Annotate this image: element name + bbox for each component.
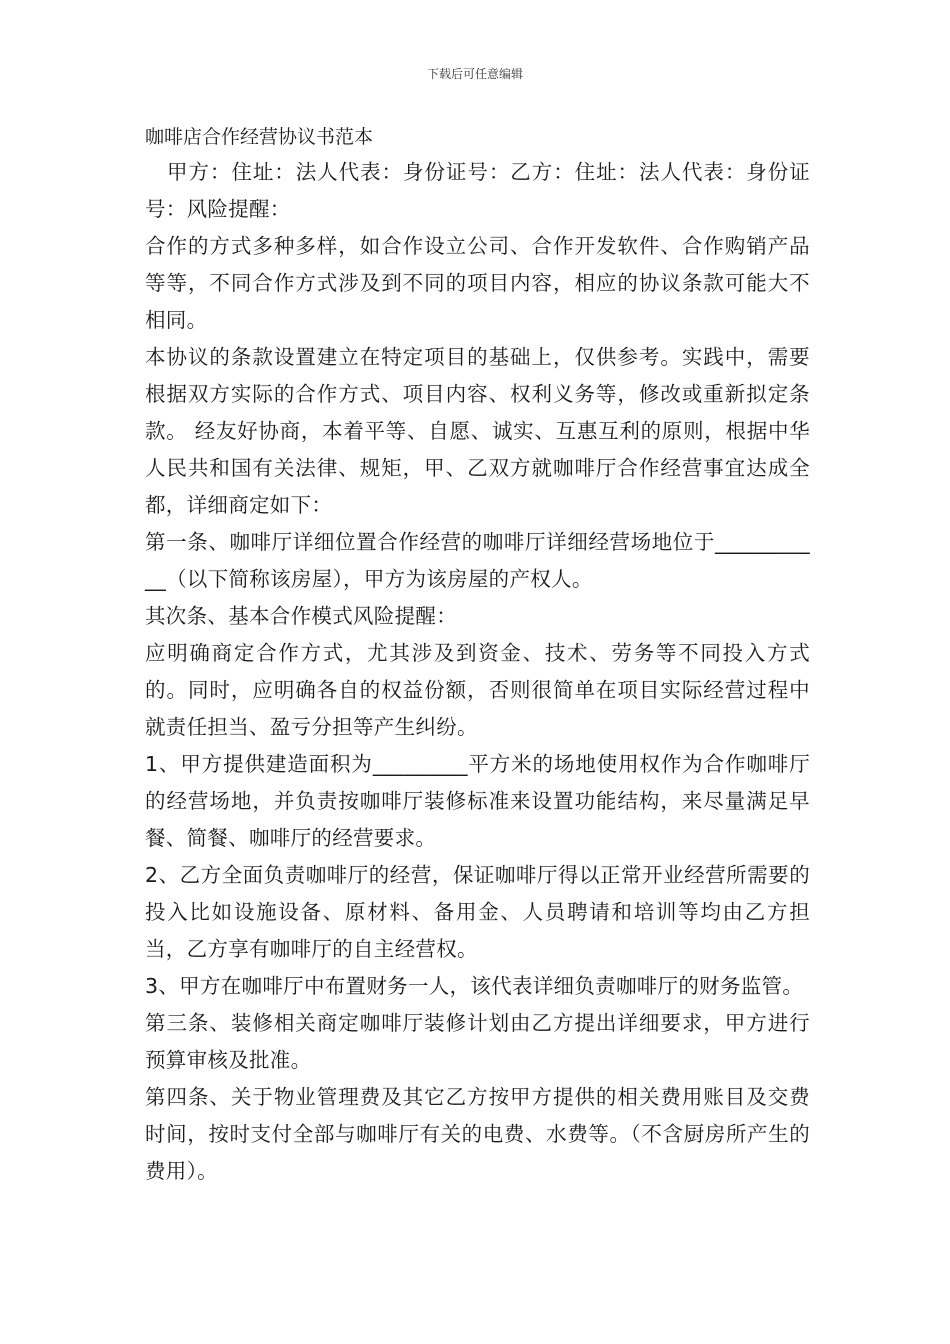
paragraph-clause-1: 1、甲方提供建造面积为_________平方米的场地使用权作为合作咖啡厅的经营场地，并负责按咖啡厅装修标准来设置功能结构，来尽量满足早餐、简餐、咖啡厅的经营要求。 [145,752,810,850]
paragraph-clause-3: 3、甲方在咖啡厅中布置财务一人，该代表详细负责咖啡厅的财务监管。 [145,974,804,998]
document-body [145,120,810,1190]
paragraph-article-1: 第一条、咖啡厅详细位置合作经营的咖啡厅详细经营场地位于___________（以下简称该房屋），甲方为该房屋的产权人。 [145,530,810,591]
document-title: 咖啡店合作经营协议书范本 [145,126,374,148]
paragraph-risk-cooperation: 合作的方式多种多样，如合作设立公司、合作开发软件、合作购销产品等等，不同合作方式涉及到不同的项目内容，相应的协议条款可能大不相同。 [145,234,810,332]
paragraph-article-4: 第四条、关于物业管理费及其它乙方按甲方提供的相关费用账目及交费时间，按时支付全部与咖啡厅有关的电费、水费等。（不含厨房所产生的费用）。 [145,1085,810,1183]
paragraph-article-2-risk: 应明确商定合作方式，尤其涉及到资金、技术、劳务等不同投入方式的。同时，应明确各自的权益份额，否则很简单在项目实际经营过程中就责任担当、盈亏分担等产生纠纷。 [145,641,810,739]
paragraph-article-3: 第三条、装修相关商定咖啡厅装修计划由乙方提出详细要求，甲方进行预算审核及批准。 [145,1011,810,1072]
paragraph-parties: 甲方：住址：法人代表：身份证号：乙方：住址：法人代表：身份证号：风险提醒： [145,160,810,221]
paragraph-clause-2: 2、乙方全面负责咖啡厅的经营，保证咖啡厅得以正常开业经营所需要的投入比如设施设备、原材料、备用金、人员聘请和培训等均由乙方担当，乙方享有咖啡厅的自主经营权。 [145,863,810,961]
paragraph-preamble: 本协议的条款设置建立在特定项目的基础上，仅供参考。实践中，需要根据双方实际的合作方式、项目内容、权利义务等，修改或重新拟定条款。 经友好协商，本着平等、自愿、诚实、互惠互利的原则，根据中华人民共和国有关法律、规矩，甲、乙双方就咖啡厅合作经营事宜达成全都，详细商定如下： [145,345,810,517]
page-header-note: 下载后可任意编辑 [426,67,523,81]
paragraph-article-2-heading: 其次条、基本合作模式风险提醒： [145,604,457,628]
